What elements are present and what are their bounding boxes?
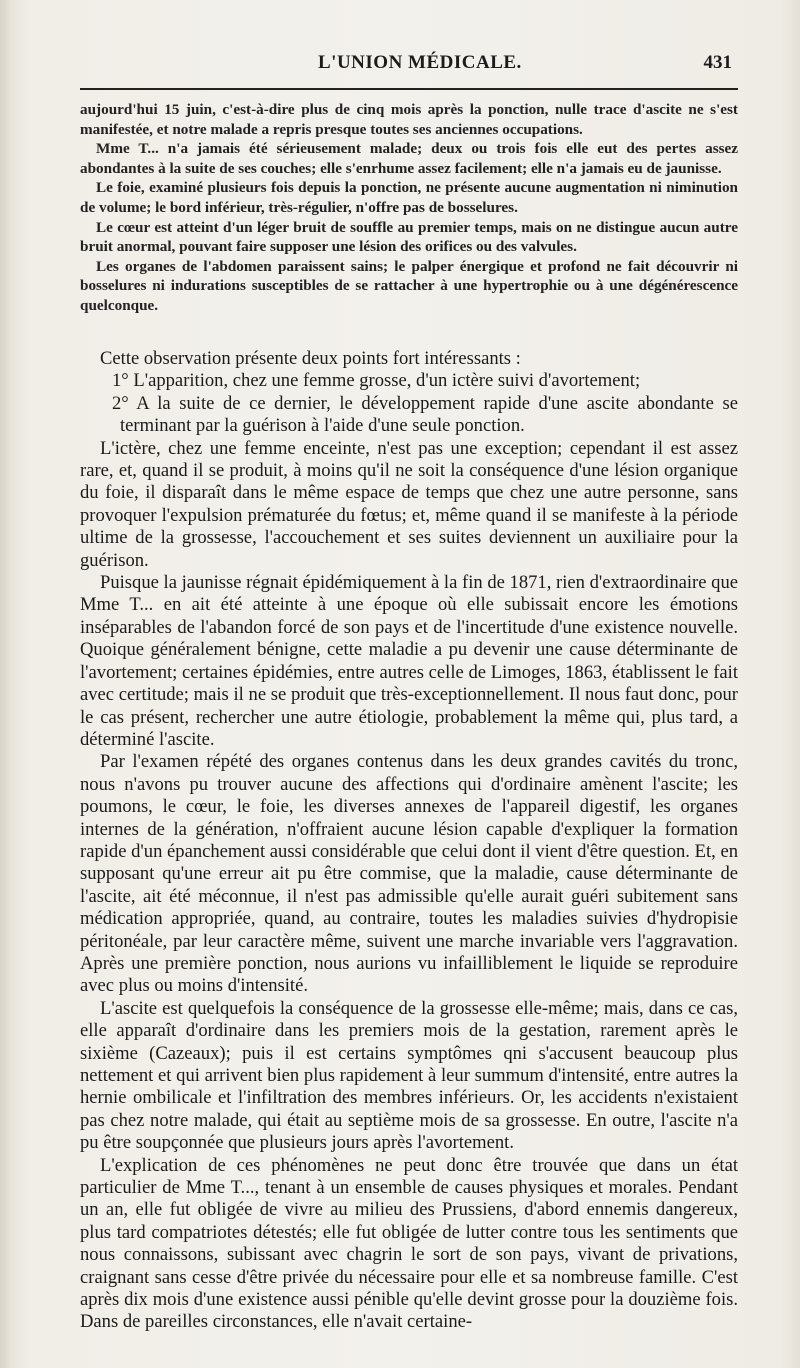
- discussion-paragraph: L'ascite est quelquefois la conséquence de la grossesse elle-même; mais, dans ce cas, elle apparaît d'ordinaire dans les premiers mois de la gestation, rarement après le sixième (Cazeaux); puis il est certains symptômes qni s'accusent beaucoup plus nettement et qui arrivent bien plus rapidement à leur summum d'intensité, entre autres la hernie ombilicale et l'infiltration des membres inférieurs. Or, les accidents n'existaient pas chez notre malade, qui était au septième mois de sa grossesse. En outre, l'ascite n'a pu être soupçonnée que plusieurs jours après l'avortement.: [80, 997, 738, 1154]
- discussion-point: 1° L'apparition, chez une femme grosse, d'un ictère suivi d'avortement;: [112, 370, 641, 392]
- discussion-paragraph: Puisque la jaunisse régnait épidémiquement à la fin de 1871, rien d'extraordinaire que Mme T... en ait été atteinte à une époque où elle subissait encore les émotions inséparables de l'abandon forcé de son pays et de l'incertitude d'une existence nouvelle. Quoique généralement bénigne, cette maladie a pu devenir une cause déterminante de l'avortement; certaines épidémies, entre autres celle de Limoges, 1863, établissent le fait avec certitude; mais il ne se produit que très-exceptionnellement. Il nous faut donc, pour le cas présent, rechercher une autre étiologie, probablement la même qui, plus tard, a déterminé l'ascite.: [80, 572, 738, 750]
- case-report-paragraph: Mme T... n'a jamais été sérieusement malade; deux ou trois fois elle eut des pertes assez abondantes à la suite de ses couches; elle s'enrhume assez facilement; elle n'a jamais eu de jaunisse.: [80, 140, 738, 177]
- running-title: L'UNION MÉDICALE.: [318, 52, 522, 73]
- discussion-paragraph: Par l'examen répété des organes contenus dans les deux grandes cavités du tronc, nous n'avons pu trouver aucune des affections qui d'ordinaire amènent l'ascite; les poumons, le cœur, le foie, les diverses annexes de l'appareil digestif, les organes internes de la génération, n'offraient aucune lésion capable d'expliquer la formation rapide d'un épanchement aussi considérable que celui dont il vient d'être question. Et, en supposant qu'une erreur ait pu être commise, que la maladie, cause déterminante de l'ascite, ait été méconnue, il n'est pas admissible qu'elle aurait guéri subitement sans médication appropriée, quand, au contraire, toutes les maladies suivies d'hydropisie péritonéale, par leur caractère même, suivent une marche invariable vers l'aggravation. Après une première ponction, nous aurions vu infailliblement le liquide se reproduire avec plus ou moins d'intensité.: [80, 751, 738, 997]
- discussion-paragraph: L'ictère, chez une femme enceinte, n'est pas une exception; cependant il est assez rare, et, quand il se produit, à moins qu'il ne soit la conséquence d'une lésion organique du foie, il disparaît dans le même espace de temps que chez une autre personne, sans provoquer l'expulsion prématurée du fœtus; et, même quand il se manifeste à la période ultime de la grossesse, l'accouchement et ses suites deviennent un auxiliaire pour la guérison.: [80, 437, 738, 571]
- page-binding-shadow: [0, 0, 10, 1368]
- discussion-section: [80, 348, 738, 1334]
- header-rule: [80, 88, 738, 90]
- discussion-point: 2° A la suite de ce dernier, le développement rapide d'une ascite abondante se terminant par la guérison à l'aide d'une seule ponction.: [112, 392, 738, 437]
- discussion-paragraph: L'explication de ces phénomènes ne peut donc être trouvée que dans un état particulier de Mme T..., tenant à un ensemble de causes physiques et morales. Pendant un an, elle fut obligée de vivre au milieu des Prussiens, d'abord ennemis dangereux, plus tard compatriotes détestés; elle fut obligée de lutter contre tous les sentiments que nous connaissons, subissant avec chagrin le sort de son pays, vivant de privations, craignant sans cesse d'être privée du nécessaire pour elle et sa nombreuse famille. C'est après dix mois d'une existence aussi pénible qu'elle devint grosse pour la douzième fois. Dans de pareilles circonstances, elle n'avait certaine-: [80, 1154, 738, 1333]
- case-report-paragraph: Le cœur est atteint d'un léger bruit de souffle au premier temps, mais on ne distingue aucun autre bruit anormal, pouvant faire supposer une lésion des orifices ou des valvules.: [80, 218, 738, 256]
- case-report-section: [80, 100, 738, 316]
- case-report-paragraph: aujourd'hui 15 juin, c'est-à-dire plus de cinq mois après la ponction, nulle trace d'ascite ne s'est manifestée, et notre malade a repris presque toutes ses anciennes occupations.: [80, 101, 738, 138]
- discussion-intro: Cette observation présente deux points fort intéressants :: [100, 348, 521, 369]
- page-number: 431: [703, 52, 732, 73]
- running-header: [80, 52, 738, 80]
- case-report-paragraph: Les organes de l'abdomen paraissent sains; le palper énergique et profond ne fait découvrir ni bosselures ni indurations susceptibles de se rattacher à une hypertrophie ou à une dégénérescence quelconque.: [80, 257, 738, 314]
- case-report-paragraph: Le foie, examiné plusieurs fois depuis la ponction, ne présente aucune augmentation ni niminution de volume; le bord inférieur, très-régulier, n'offre pas de bosselures.: [80, 179, 738, 216]
